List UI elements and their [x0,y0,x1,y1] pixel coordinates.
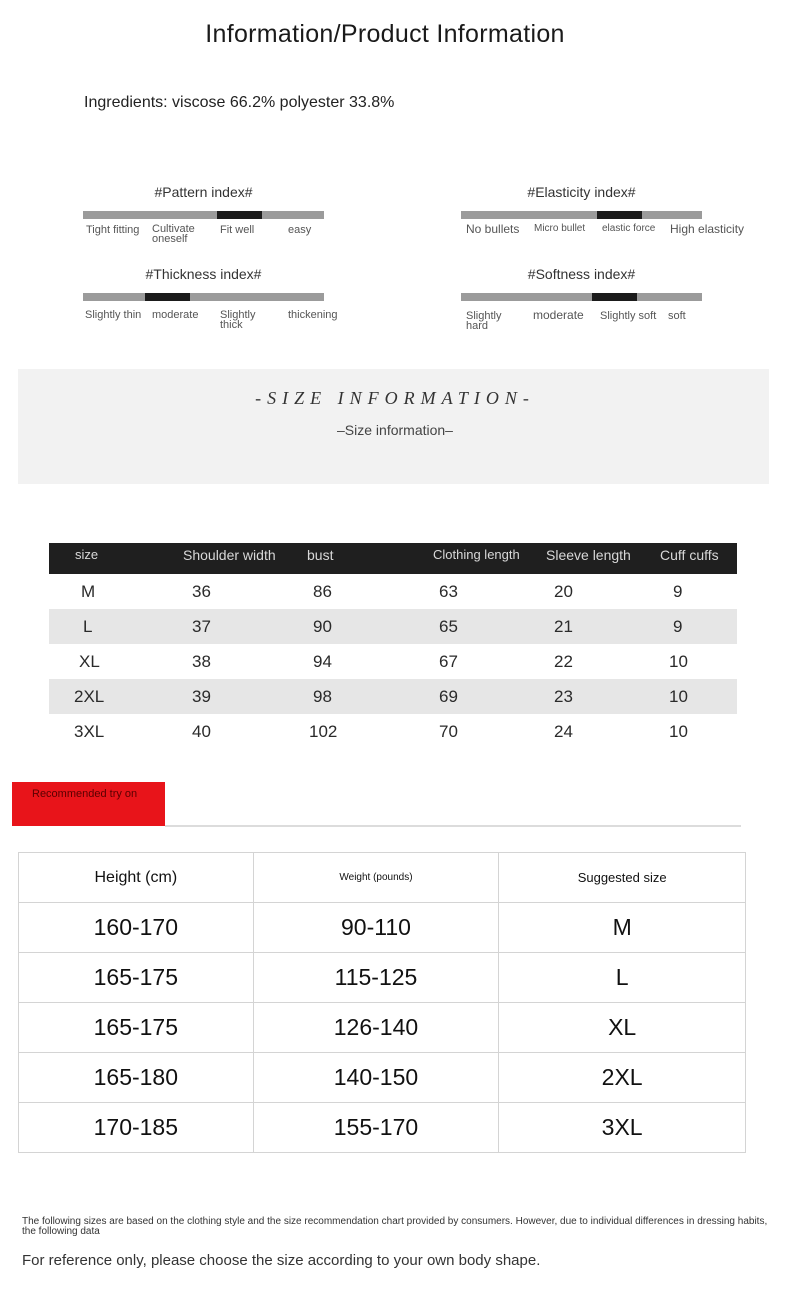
size-information-heading: -SIZE INFORMATION- [255,388,535,408]
softness-index-selected-segment [592,293,637,301]
size-cell: XL [79,652,100,671]
size-cell: 40 [192,722,211,741]
thickness-label-3: thickening [288,309,338,321]
elasticity-index-bar [461,211,702,219]
size-table-header-cell: Clothing length [433,547,520,562]
thickness-index-bar [83,293,324,301]
table-row [19,953,746,1003]
ingredients-text: Ingredients: viscose 66.2% polyester 33.8% [84,94,395,111]
size-cell: 39 [192,687,211,706]
size-cell: 22 [554,652,573,671]
size-table-header-cell: Sleeve length [546,547,631,563]
elasticity-label-0: No bullets [466,222,520,236]
thickness-index-selected-segment [145,293,190,301]
weight-cell: 126-140 [253,1003,499,1053]
size-cell: 21 [554,617,573,636]
pattern-label-3: easy [288,224,312,236]
table-row [49,574,737,609]
size-cell: 9 [673,582,683,601]
height-cell: 165-175 [19,1003,254,1053]
size-cell: 3XL [74,722,105,741]
size-table [49,543,737,749]
size-table-header-cell: bust [307,547,334,563]
height-cell: 170-185 [19,1103,254,1153]
table-row [49,609,737,644]
size-cell: 36 [192,582,211,601]
table-row [49,679,737,714]
pattern-label-2: Fit well [220,224,255,236]
size-cell: 24 [554,722,573,741]
recommend-header-cell: Height (cm) [19,853,254,903]
size-cell: 38 [192,652,211,671]
thickness-label-2: Slightly thick [220,309,256,331]
softness-label-2: Slightly soft [600,310,657,322]
size-cell: 10 [669,652,688,671]
size-cell: 9 [673,617,683,636]
suggested-size-cell: 2XL [499,1053,746,1103]
size-cell: 70 [439,722,458,741]
size-cell: 37 [192,617,211,636]
softness-label-3: soft [668,310,686,322]
table-row [19,903,746,953]
pattern-index-selected-segment [217,211,262,219]
size-cell: 69 [439,687,458,706]
size-reference-note: For reference only, please choose the size according to your own body shape. [22,1252,541,1269]
size-cell: 10 [669,722,688,741]
weight-cell: 140-150 [253,1053,499,1103]
size-disclaimer-note: The following sizes are based on the clothing style and the size recommendation chart provided by consumers. However, due to individual differences in dressing habits, the following data [22,1216,768,1237]
pattern-index-title: #Pattern index# [154,184,253,200]
table-row [49,714,737,749]
size-table-header [49,543,737,574]
height-cell: 165-180 [19,1053,254,1103]
softness-index-bar [461,293,702,301]
size-cell: M [81,582,96,601]
recommend-label: Recommended try on [32,788,138,800]
thickness-label-1: moderate [152,309,199,321]
recommend-table [18,852,746,1153]
thickness-label-0: Slightly thin [85,309,142,321]
size-cell: 102 [309,722,338,741]
height-cell: 165-175 [19,953,254,1003]
weight-cell: 90-110 [253,903,499,953]
suggested-size-cell: L [499,953,746,1003]
height-cell: 160-170 [19,903,254,953]
table-row [19,1053,746,1103]
softness-label-1: moderate [533,308,584,322]
elasticity-label-3: High elasticity [670,222,745,236]
elasticity-label-2: elastic force [602,223,656,234]
elasticity-index-title: #Elasticity index# [527,184,636,200]
size-cell: 94 [313,652,332,671]
size-table-header-cell: Cuff cuffs [660,547,719,563]
size-information-subheading: –Size information– [337,422,453,438]
size-cell: 98 [313,687,332,706]
size-cell: 67 [439,652,458,671]
pattern-label-1: Cultivate oneself [152,223,195,245]
suggested-size-cell: XL [499,1003,746,1053]
softness-label-0: Slightly hard [466,310,502,332]
softness-index-title: #Softness index# [527,266,636,282]
table-row [19,1103,746,1153]
elasticity-label-1: Micro bullet [534,223,586,234]
size-cell: 86 [313,582,332,601]
table-row [19,1003,746,1053]
size-cell: 20 [554,582,573,601]
size-cell: 23 [554,687,573,706]
pattern-label-0: Tight fitting [86,224,140,236]
suggested-size-cell: 3XL [499,1103,746,1153]
size-cell: 63 [439,582,458,601]
suggested-size-cell: M [499,903,746,953]
weight-cell: 115-125 [253,953,499,1003]
page-title: Information/Product Information [205,20,565,48]
elasticity-index-selected-segment [597,211,642,219]
table-row [49,644,737,679]
pattern-index-bar [83,211,324,219]
recommend-table-header [19,853,746,903]
size-table-header-cell: Shoulder width [183,547,276,563]
recommend-header-cell: Suggested size [499,853,746,903]
size-cell: 10 [669,687,688,706]
size-cell: L [83,617,93,636]
size-cell: 2XL [74,687,105,706]
size-cell: 90 [313,617,332,636]
divider [165,825,741,827]
recommend-header-cell: Weight (pounds) [253,853,499,903]
size-cell: 65 [439,617,458,636]
size-table-header-cell: size [75,547,99,562]
weight-cell: 155-170 [253,1103,499,1153]
thickness-index-title: #Thickness index# [145,266,262,282]
